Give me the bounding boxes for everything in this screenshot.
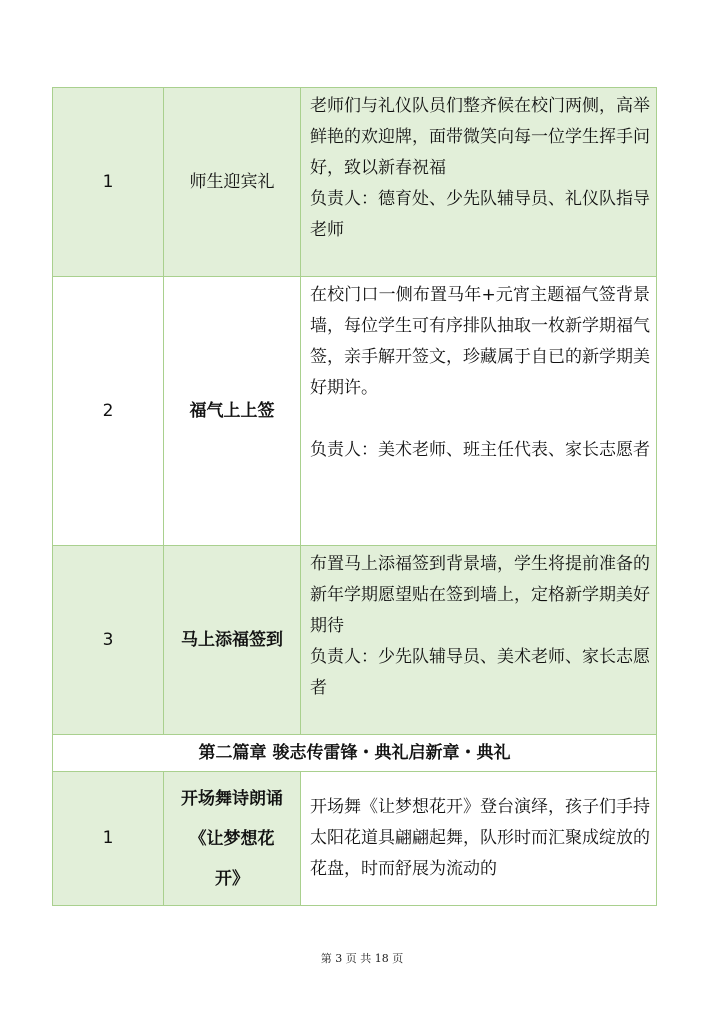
- row-number: 1: [53, 772, 164, 906]
- activity-description: [301, 277, 657, 546]
- activity-name-line: 开场舞诗朗诵: [181, 788, 283, 809]
- row-number: 3: [53, 546, 164, 735]
- description-text: 布置马上添福签到背景墙，学生将提前准备的新年学期愿望贴在签到墙上，定格新学期美好期待: [310, 554, 650, 636]
- activity-description: [301, 88, 657, 277]
- activity-name: [164, 772, 301, 906]
- row-number: 1: [53, 88, 164, 277]
- responsible-text: 负责人：美术老师、班主任代表、家长志愿者: [310, 440, 650, 460]
- chapter-title: 第二篇章 骏志传雷锋・典礼启新章・典礼: [53, 735, 657, 772]
- description-text: 开场舞《让梦想花开》登台演绎，孩子们手持太阳花道具翩翩起舞，队形时而汇聚成绽放的花盘，时而舒展为流动的: [310, 797, 650, 879]
- activity-description: [301, 546, 657, 735]
- table-row: [53, 88, 657, 277]
- description-text: 老师们与礼仪队员们整齐候在校门两侧，高举鲜艳的欢迎牌，面带微笑向每一位学生挥手问好，致以新春祝福: [310, 96, 650, 178]
- row-number: 2: [53, 277, 164, 546]
- responsible-text: 负责人：少先队辅导员、美术老师、家长志愿者: [310, 647, 650, 698]
- table-row: [53, 772, 657, 906]
- table-row: [53, 546, 657, 735]
- description-text: 在校门口一侧布置马年+元宵主题福气签背景墙，每位学生可有序排队抽取一枚新学期福气签，亲手解开签文，珍藏属于自已的新学期美好期许。: [310, 285, 650, 398]
- page-footer: 第 3 页 共 18 页: [320, 952, 404, 965]
- table-row: [53, 277, 657, 546]
- activity-name: 师生迎宾礼: [164, 88, 301, 277]
- paragraph-gap: [310, 404, 650, 435]
- responsible-text: 负责人：德育处、少先队辅导员、礼仪队指导老师: [310, 189, 650, 240]
- activity-name: 马上添福签到: [164, 546, 301, 735]
- activity-name: 福气上上签: [164, 277, 301, 546]
- activity-name-line: 《让梦想花: [189, 828, 275, 849]
- activity-description: [301, 772, 657, 906]
- activity-table: [52, 87, 657, 906]
- chapter-header-row: [53, 735, 657, 772]
- activity-name-line: 开》: [215, 868, 249, 889]
